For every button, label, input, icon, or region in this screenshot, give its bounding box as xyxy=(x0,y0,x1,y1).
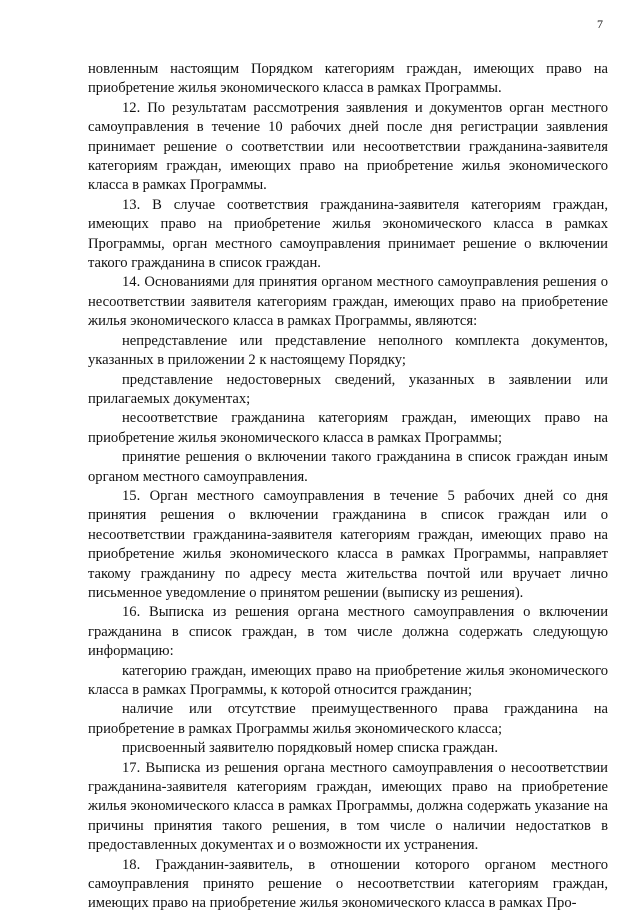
paragraph: непредставление или представление неполного комплекта документов, указанных в приложении 2 к настоящему Порядку; xyxy=(88,332,608,369)
paragraph: 12. По результатам рассмотрения заявления и документов орган местного самоуправления в течение 10 рабочих дней после дня регистрации заявления принимает решение о соответствии или несоответствии гражданина-заявителя категориям граждан, имеющих право на приобретение жилья экономического класса в рамках Программы. xyxy=(88,99,608,194)
paragraph: 14. Основаниями для принятия органом местного самоуправления решения о несоответствии заявителя категориям граждан, имеющих право на приобретение жилья экономического класса в рамках Программы, являются: xyxy=(88,274,608,330)
paragraph: 13. В случае соответствия гражданина-заявителя категориям граждан, имеющих право на приобретение жилья экономического класса в рамках Программы, орган местного самоуправления принимает решение о включении такого гражданина в список граждан. xyxy=(88,196,608,272)
paragraph: 17. Выписка из решения органа местного самоуправления о несоответствии гражданина-заявителя категориям граждан, имеющих право на приобретение жилья экономического класса в рамках Программы, должна содержать указание на причины принятия такого решения, в том числе о наличии недостатков в предоставленных документах и о возможности их устранения. xyxy=(88,759,608,854)
page-number: 7 xyxy=(597,17,603,31)
paragraph: 15. Орган местного самоуправления в течение 5 рабочих дней со дня принятия решения о включении гражданина в список граждан или о несоответствии гражданина-заявителя категориям граждан, имеющих право на приобретение жилья экономического класса в рамках Программы, направляет такому гражданину по адресу места жительства почтой или вручает лично письменное уведомление о принятом решении (выписку из решения). xyxy=(88,487,608,601)
document-body xyxy=(88,60,608,914)
paragraph: 16. Выписка из решения органа местного самоуправления о включении гражданина в список граждан, в том числе должна содержать следующую информацию: xyxy=(88,604,608,660)
paragraph: новленным настоящим Порядком категориям граждан, имеющих право на приобретение жилья экономического класса в рамках Программы. xyxy=(88,61,608,97)
paragraph: представление недостоверных сведений, указанных в заявлении или прилагаемых документах; xyxy=(88,371,608,407)
paragraph: присвоенный заявителю порядковый номер списка граждан. xyxy=(122,740,498,757)
paragraph: наличие или отсутствие преимущественного права гражданина на приобретение в рамках Программы жилья экономического класса; xyxy=(88,701,608,737)
paragraph: 18. Гражданин-заявитель, в отношении которого органом местного самоуправления принято решение о несоответствии категориям граждан, имеющих право на приобретение жилья экономического класса в рамках Про- xyxy=(88,856,608,912)
paragraph: несоответствие гражданина категориям граждан, имеющих право на приобретение жилья экономического класса в рамках Программы; xyxy=(88,410,608,446)
paragraph: принятие решения о включении такого гражданина в список граждан иным органом местного самоуправления. xyxy=(88,449,608,485)
paragraph: категорию граждан, имеющих право на приобретение жилья экономического класса в рамках Программы, к которой относится гражданин; xyxy=(88,662,608,698)
